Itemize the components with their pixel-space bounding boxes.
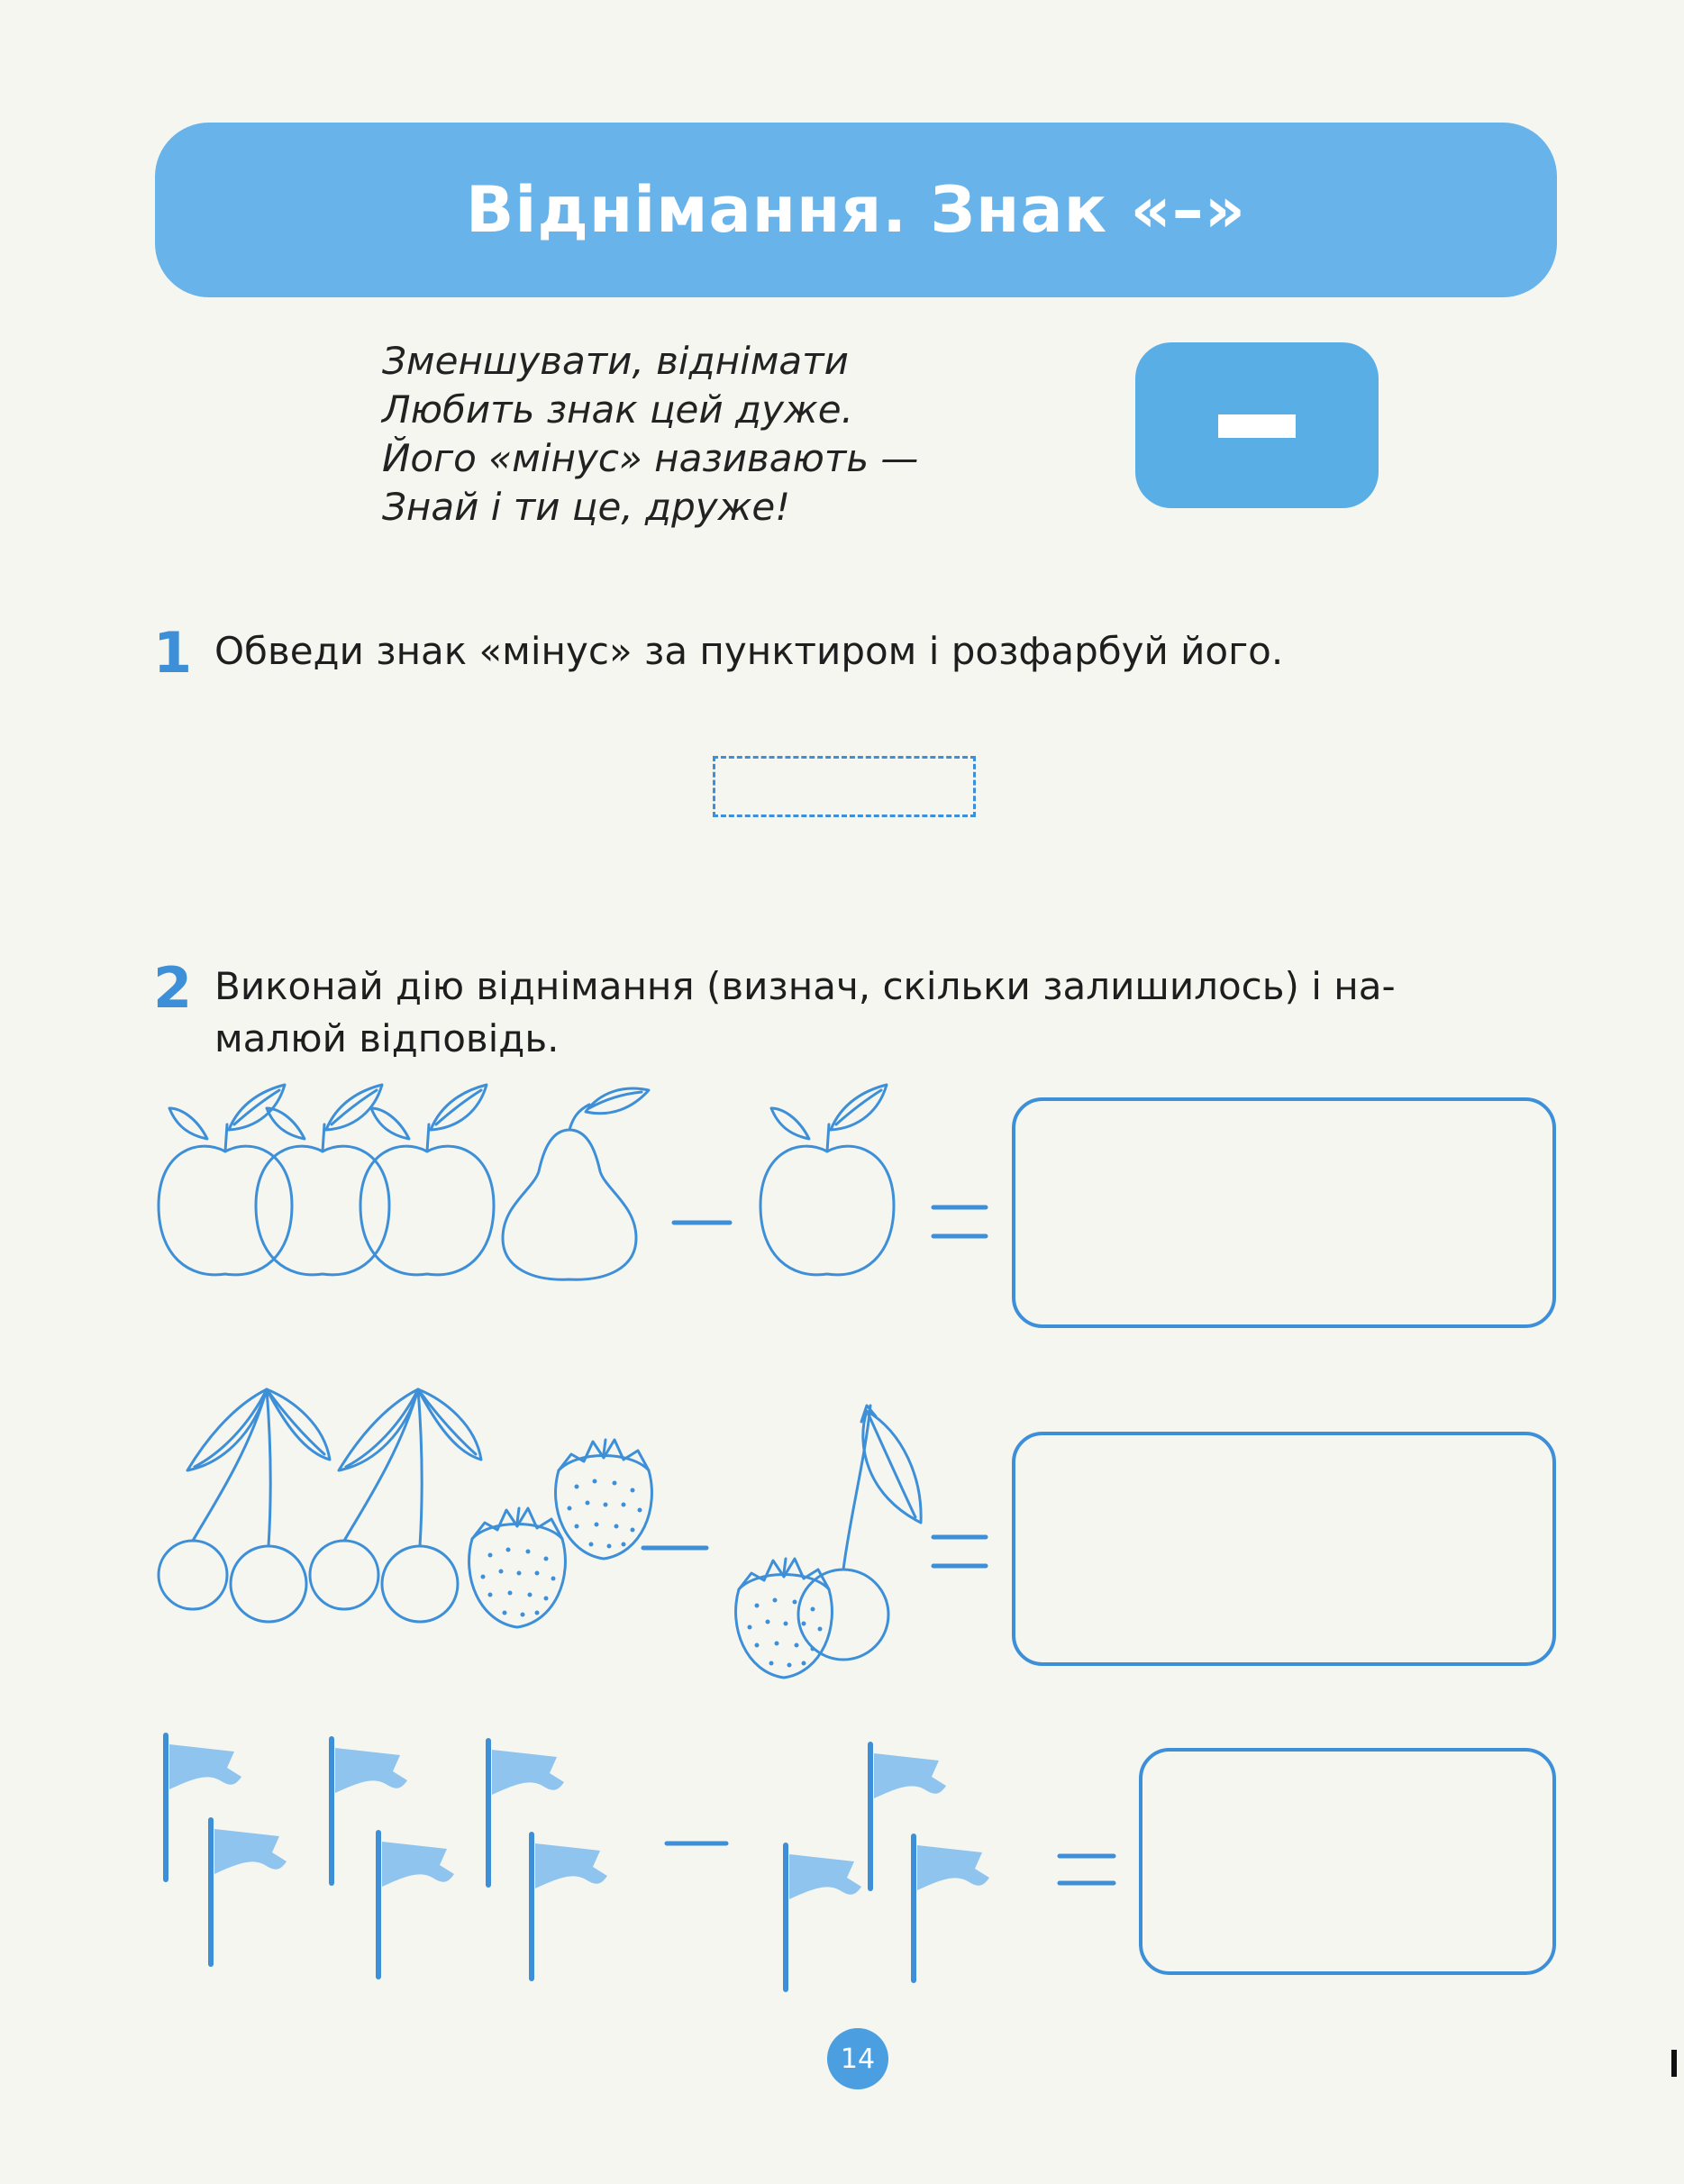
equals-sign-icon [933,1207,986,1236]
page-edge-mark [1671,2050,1677,2077]
cherry-icon [798,1406,921,1660]
poem-line: Зменшувати, віднімати [382,339,849,383]
poem-line: Його «мінус» називають — [382,436,919,480]
task-number: 2 [153,955,193,1021]
pear-icon [503,1088,649,1279]
page-number: 14 [827,2028,888,2089]
task-instruction: Обведи знак «мінус» за пунктиром і розфарбуй його. [214,629,1284,673]
equals-sign-icon [933,1537,986,1566]
flag-icon [211,1820,287,1964]
flag-icon [914,1836,989,1980]
apple-icon [760,1085,894,1275]
flag-icon [378,1833,454,1977]
strawberry-icon [556,1440,652,1559]
equals-sign-icon [1060,1856,1114,1883]
flag-icon [532,1834,607,1979]
cherry-icon [159,1389,330,1622]
poem-line: Любить знак цей дуже. [382,387,853,432]
strawberry-icon [469,1508,566,1627]
poem-line: Знай і ти це, друже! [382,485,791,529]
apple-icon [159,1085,292,1275]
task-number: 1 [153,620,193,686]
task-instruction-line: Виконай дію віднімання (визнач, скільки залишилось) і на- [214,964,1396,1008]
page-title: Віднімання. Знак «–» [466,173,1246,247]
cherry-icon [310,1389,481,1622]
flag-icon [786,1845,861,1989]
task-instruction-line: малюй відповідь. [214,1016,560,1060]
